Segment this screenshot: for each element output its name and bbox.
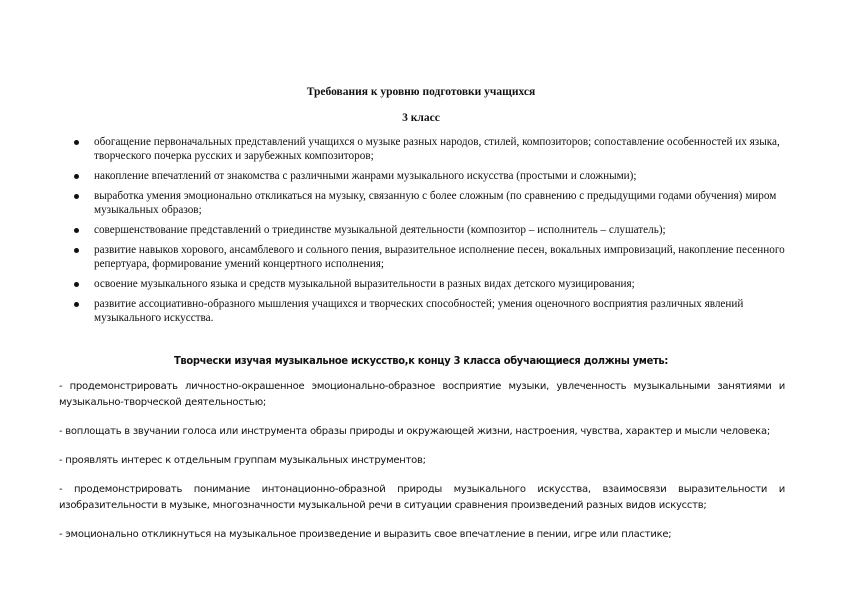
list-item [72,277,794,291]
list-item-text: развитие навыков хорового, ансамблевого и сольного пения, выразительное исполнение песен, вокальных импровизаций, накопление песенного репертуара, формирование умений концертного исполнения; [94,244,785,270]
list-item-text: выработка умения эмоционально откликаться на музыку, связанную с более сложным (по сравнению с предыдущими годами обучения) миром музыкальных образов; [94,190,777,216]
list-item-text: совершенствование представлений о триединстве музыкальной деятельности (композитор – исполнитель – слушатель); [94,224,666,236]
bullet-icon [74,248,79,253]
list-item-text: развитие ассоциативно-образного мышления учащихся и творческих способностей; умения оценочного восприятия различных явлений музыкального искусства. [94,298,744,324]
requirement-item: - продемонстрировать личностно-окрашенное эмоционально-образное восприятие музыки, увлеченность музыкальными занятиями и музыкально-творческой деятельностью; [59,381,785,408]
bullet-icon [74,174,79,179]
section-title: Творчески изучая музыкальное искусство,к концу 3 класса обучающиеся должны уметь: [173,354,669,367]
document-title: Требования к уровню подготовки учащихся [306,86,536,98]
list-item [72,243,794,271]
bullet-icon [74,194,79,199]
grade-heading: 3 класс [402,112,440,124]
bullet-list [72,135,794,331]
list-item-text: накопление впечатлений от знакомства с различными жанрами музыкального искусства (простыми и сложными); [94,170,637,182]
bullet-icon [74,140,79,145]
list-item [72,189,794,217]
bullet-icon [74,302,79,307]
bullet-icon [74,228,79,233]
requirement-item: - проявлять интерес к отдельным группам музыкальных инструментов; [59,455,426,466]
requirement-item: - продемонстрировать понимание интонационно-образной природы музыкального искусства, взаимосвязи выразительности и изобразительности в музыке, многозначности музыкальной речи в ситуации сравнения произведений разных видов искусств; [59,484,785,511]
bullet-icon [74,282,79,287]
list-item-text: освоение музыкального языка и средств музыкальной выразительности в разных видах детского музицирования; [94,278,635,290]
requirements-list [59,379,785,556]
list-item [72,297,794,325]
requirement-item: - воплощать в звучании голоса или инструмента образы природы и окружающей жизни, настроения, чувства, характер и мысли человека; [59,426,770,437]
list-item [72,223,794,237]
list-item [72,169,794,183]
requirement-item: - эмоционально откликнуться на музыкальное произведение и выразить свое впечатление в пении, игре или пластике; [59,529,672,540]
list-item [72,135,794,163]
list-item-text: обогащение первоначальных представлений учащихся о музыке разных народов, стилей, композиторов; сопоставление особенностей их языка, творческого почерка русских и зарубежных композиторов; [94,136,780,162]
